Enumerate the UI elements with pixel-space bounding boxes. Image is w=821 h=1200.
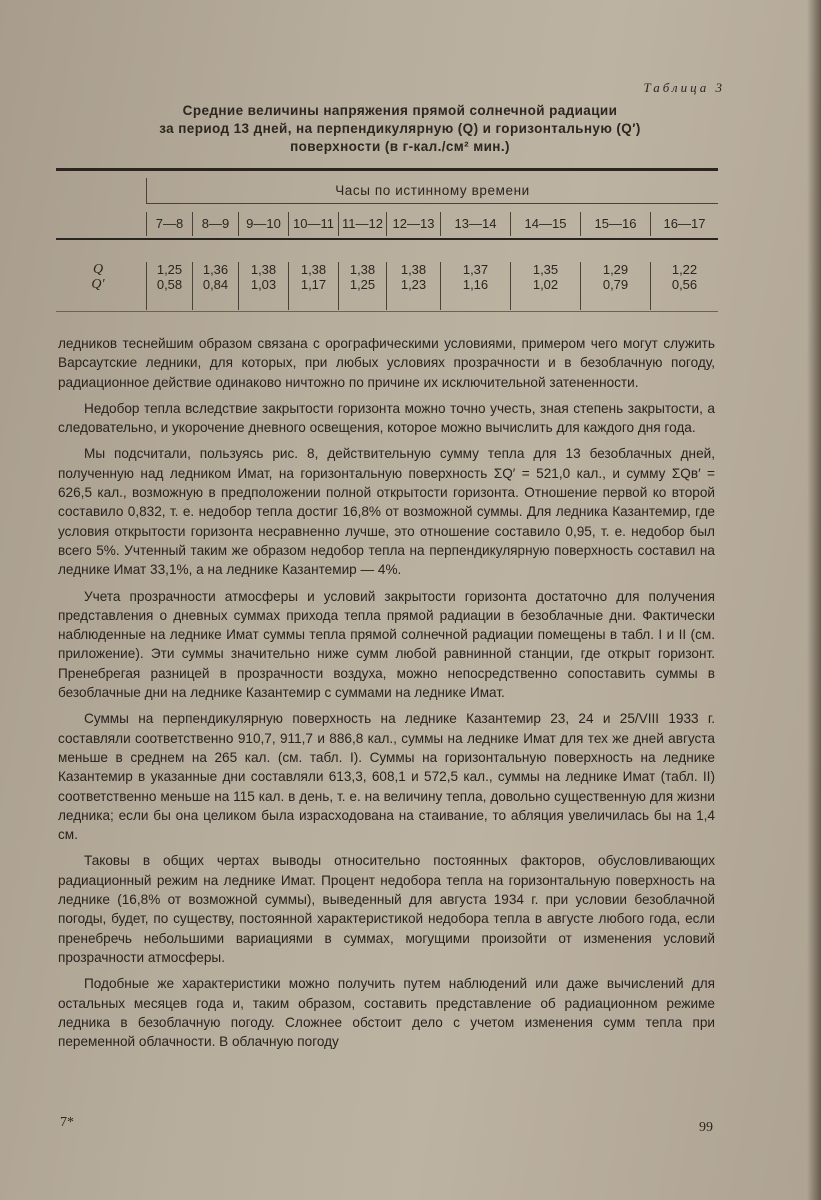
page-number: 99 [699, 1120, 713, 1135]
q-prime-value: 1,17 [300, 277, 327, 292]
hour-header-cell: 13—14 [440, 212, 510, 236]
q-prime-value: 0,84 [202, 277, 229, 292]
table-number: Таблица 3 [643, 80, 725, 95]
hour-header-cell: 9—10 [238, 212, 288, 236]
hour-header-cell: 12—13 [386, 212, 440, 236]
row-label-q: Q [92, 262, 104, 277]
caption-line: поверхности (в г-кал./см² мин.) [290, 139, 510, 154]
caption-line: Средние величины напряжения прямой солнечной радиации [182, 103, 618, 118]
paragraph: ледников теснейшим образом связана с орографическими условиями, примером чего могут служить Варсаутские ледники, для которых, при любых условиях прозрачности и в безоблачную погоду, радиационное действие одинаково ничтожно по причине их исключительной затененности. [58, 336, 715, 390]
q-prime-value: 1,03 [250, 277, 277, 292]
value-column [440, 262, 510, 310]
value-column [386, 262, 440, 310]
body-text [58, 334, 715, 1058]
q-value: 1,35 [532, 262, 559, 277]
q-value: 1,38 [250, 262, 277, 277]
value-column [146, 262, 192, 310]
hour-header-cell: 14—15 [510, 212, 580, 236]
table-caption [100, 102, 700, 156]
value-column [192, 262, 238, 310]
value-column [238, 262, 288, 310]
paragraph: Недобор тепла вследствие закрытости горизонта можно точно учесть, зная степень закрытости, а следовательно, и укорочение дневного освещения, которое можно вычислить для каждого дня года. [58, 400, 715, 436]
q-value: 1,38 [300, 262, 327, 277]
value-column [510, 262, 580, 310]
paragraph: Суммы на перпендикулярную поверхность на леднике Казантемир 23, 24 и 25/VIII 1933 г. составляли соответственно 910,7, 911,7 и 886,8 кал., суммы на леднике Имат для тех же дней августа меньше в среднем на 265 кал. (см. табл. I). Суммы на горизонтальную поверхность на леднике Казантемир в указанные дни составляли 613,3, 608,1 и 572,5 кал., суммы на леднике Имат (табл. II) соответственно меньше на 115 кал. в день, т. е. на величину тепла, довольно существенную для жизни ледника; если бы она целиком была израсходована на стаивание, то абляция увеличилась бы на 1,4 см. [58, 711, 715, 843]
value-column [650, 262, 718, 310]
paragraph: Учета прозрачности атмосферы и условий закрытости горизонта достаточно для получения представления о дневных суммах прихода тепла прямой радиации в безоблачные дни. Фактически наблюденные на леднике Имат суммы тепла прямой солнечной радиации помещены в табл. I и II (см. приложение). Эти суммы значительно ниже сумм любой равнинной станции, где открыт горизонт. Пренебрегая разницей в прозрачности воздуха, можно непосредственно сопоставить суммы в безоблачные дни на леднике Казантемир с суммами на леднике Имат. [58, 588, 715, 701]
q-value: 1,37 [462, 262, 489, 277]
paragraph: Подобные же характеристики можно получить путем наблюдений или даже вычислений для остальных месяцев года и, таким образом, составить представление об радиационном режиме ледника в безоблачную погоду. Сложнее обстоит дело с учетом изменения сумм тепла при переменной облачности. В облачную погоду [58, 976, 715, 1050]
q-prime-value: 1,02 [532, 277, 559, 292]
row-labels [78, 262, 118, 292]
q-prime-value: 0,58 [156, 277, 183, 292]
q-prime-value: 0,56 [671, 277, 698, 292]
value-column [338, 262, 386, 310]
hour-header-cell: 8—9 [192, 212, 238, 236]
q-prime-value: 0,79 [602, 277, 629, 292]
hour-header-cell: 11—12 [338, 212, 386, 236]
hour-header-cell: 15—16 [580, 212, 650, 236]
caption-line: за период 13 дней, на перпендикулярную (Q) и горизонтальную (Q′) [159, 121, 641, 136]
hour-header-cell: 16—17 [650, 212, 718, 236]
table-top-rule [56, 168, 718, 171]
row-label-q-prime: Q′ [91, 277, 105, 292]
hours-header: Часы по истинному времени [146, 178, 718, 204]
q-value: 1,38 [349, 262, 376, 277]
page-edge-shadow [807, 0, 821, 1200]
q-value: 1,29 [602, 262, 629, 277]
paragraph: Таковы в общих чертах выводы относительно постоянных факторов, обусловливающих радиационный режим на леднике Имат. Процент недобора тепла на горизонтальную поверхность на леднике (16,8% от возможной суммы), выведенный для августа 1934 г. при условии безоблачной погоды, будет, по существу, постоянной характеристикой недобора тепла в августе любого года, если пренебречь небольшими вариациями в суммах, могущими произойти от изменения условий прозрачности атмосферы. [58, 853, 715, 965]
signature-mark: 7* [60, 1115, 74, 1130]
value-column [288, 262, 338, 310]
q-prime-value: 1,25 [349, 277, 376, 292]
q-prime-value: 1,23 [400, 277, 427, 292]
table-bottom-rule [56, 311, 718, 312]
q-value: 1,36 [202, 262, 229, 277]
hour-header-cell: 10—11 [288, 212, 338, 236]
value-column [580, 262, 650, 310]
q-prime-value: 1,16 [462, 277, 489, 292]
table-header-rule [56, 238, 718, 240]
q-value: 1,22 [671, 262, 698, 277]
q-value: 1,25 [156, 262, 183, 277]
q-value: 1,38 [400, 262, 427, 277]
hour-header-cell: 7—8 [146, 212, 192, 236]
paragraph: Мы подсчитали, пользуясь рис. 8, действительную сумму тепла для 13 безоблачных дней, полученную над ледником Имат, на горизонтальную поверхность ΣQ′ = 521,0 кал., и сумму ΣQв′ = 626,5 кал., возможную в предположении полной открытости горизонта. Отношение первой ко второй составило 0,832, т. е. недобор тепла достиг 16,8% от возможной суммы. Для ледника Казантемир, где условия открытости горизонта несравненно лучше, это отношение составило 0,95, т. е. недобор был всего 5%. Учтенный таким же образом недобор тепла на перпендикулярную поверхность составил на леднике Имат 33,1%, а на леднике Казантемир — 4%. [58, 446, 715, 578]
